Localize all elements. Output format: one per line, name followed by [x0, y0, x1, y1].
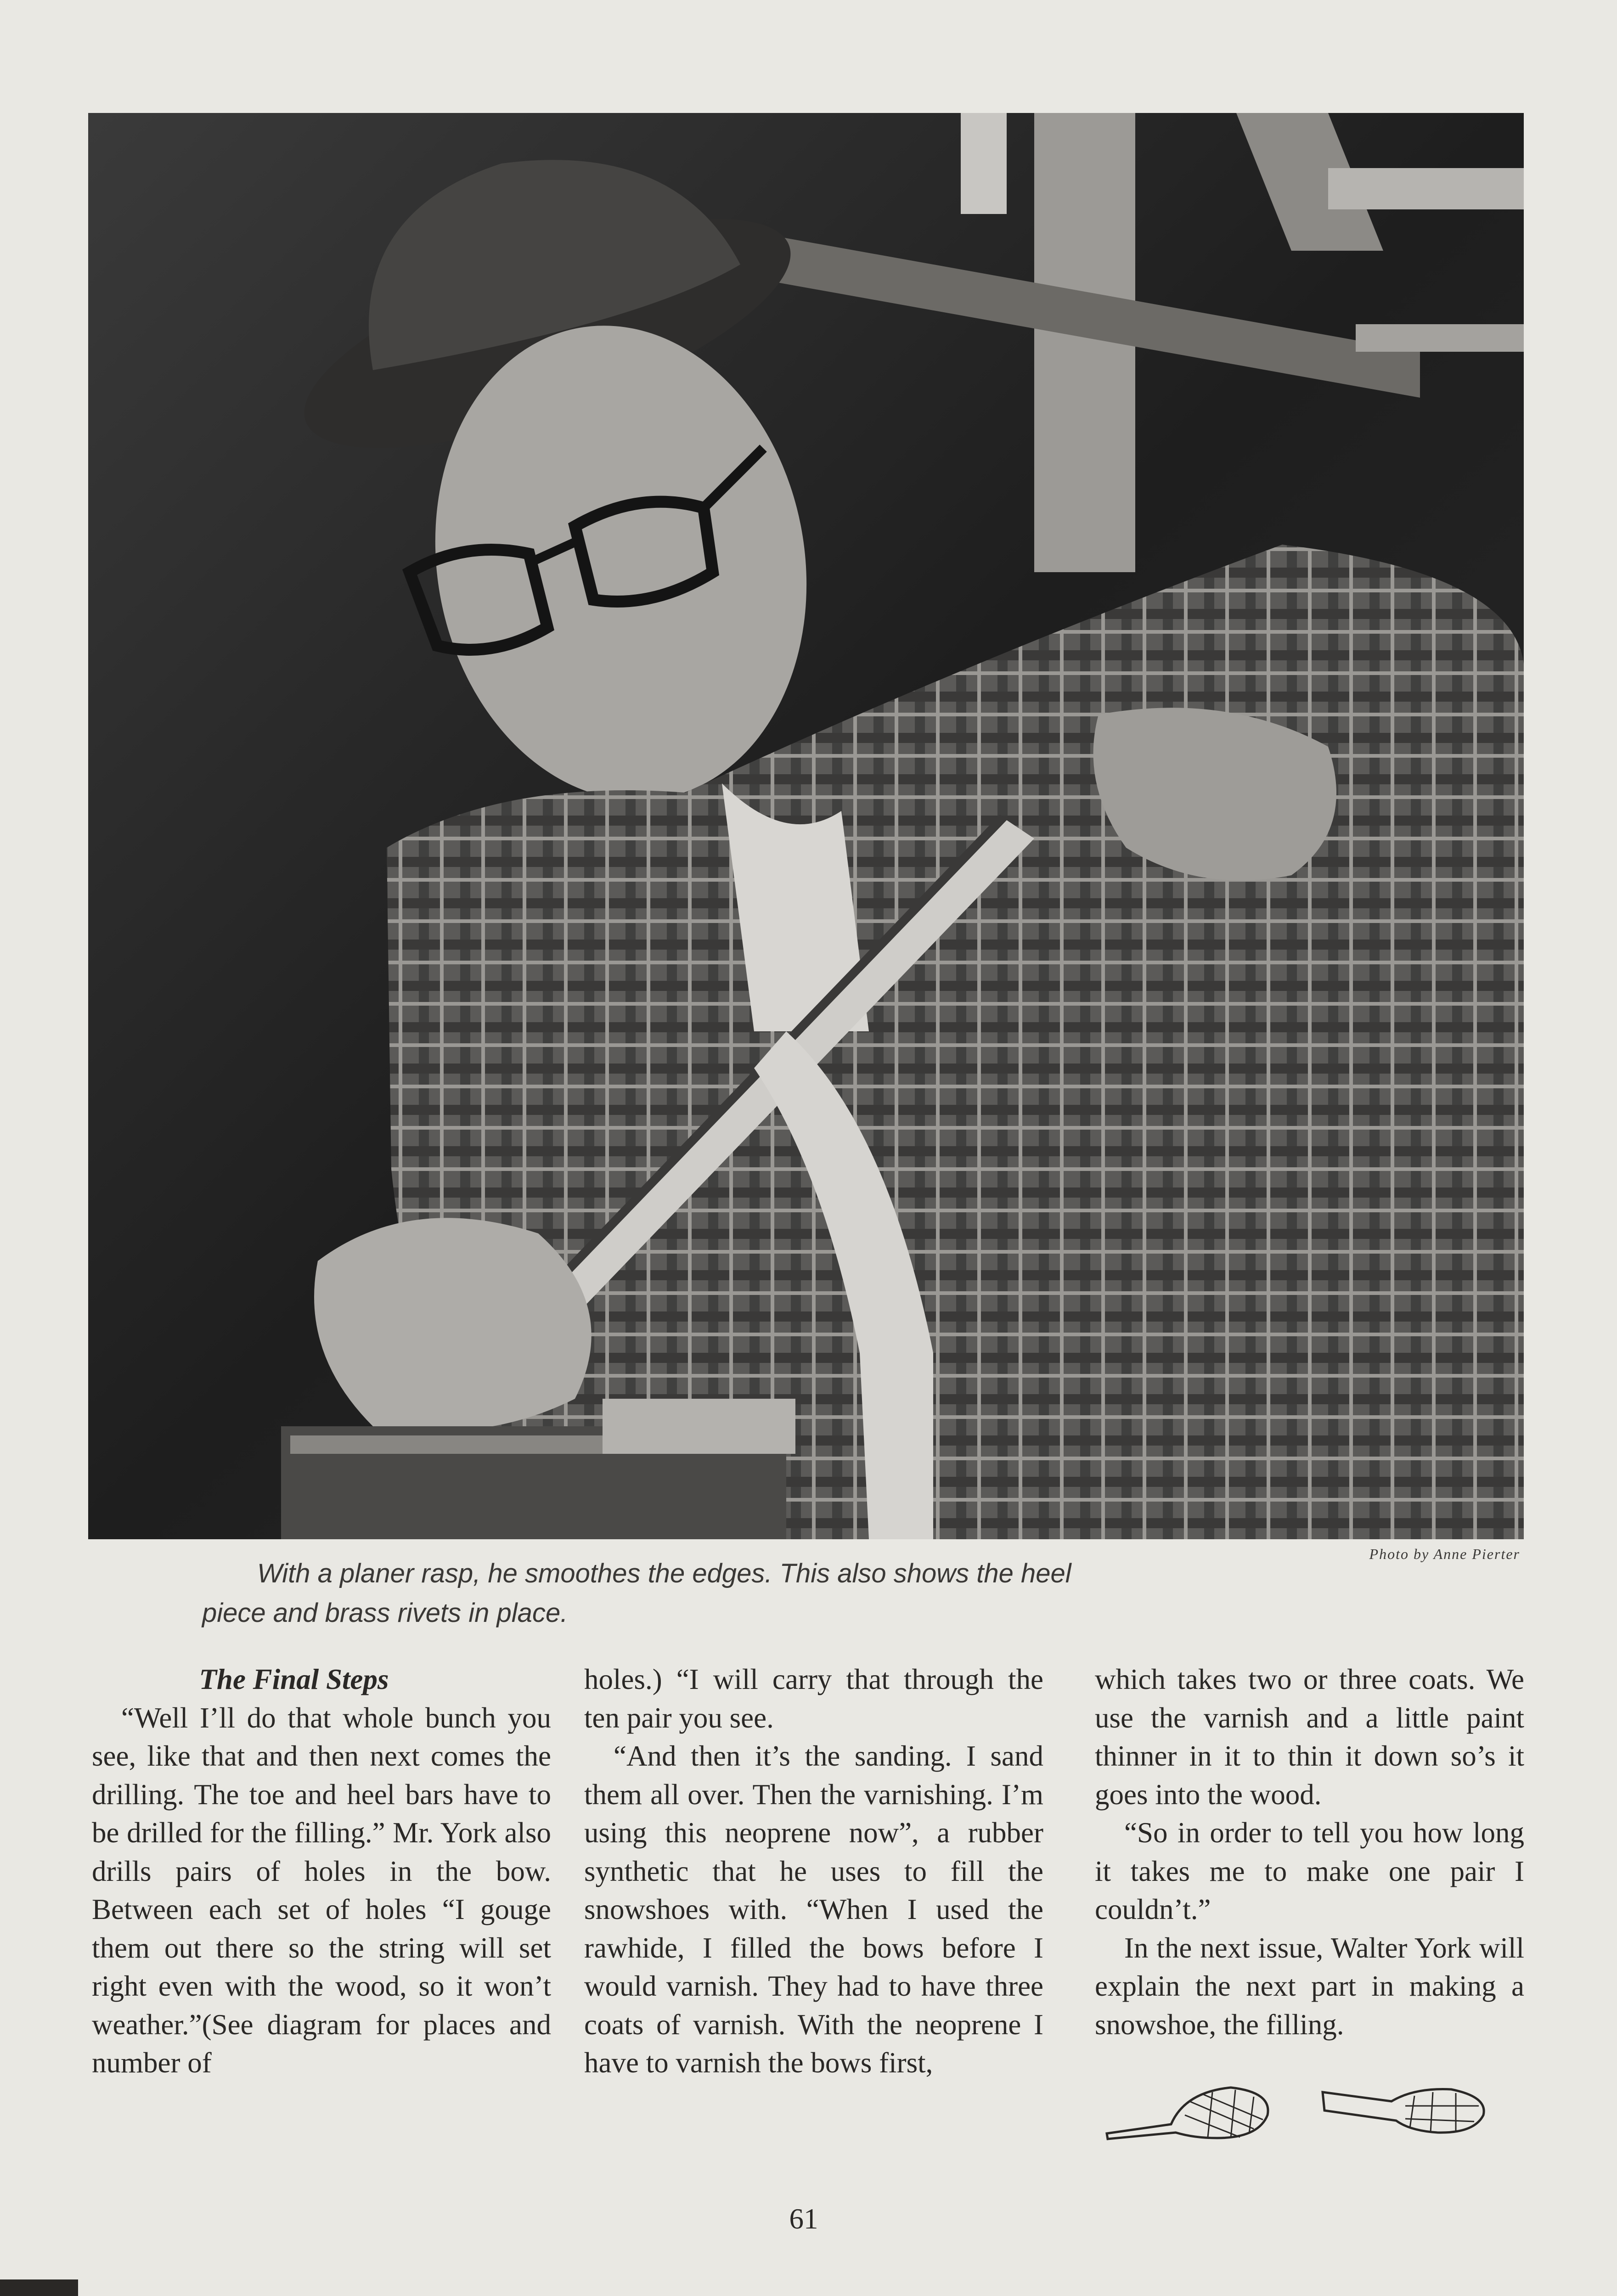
caption-line-2: piece and brass rivets in place. [202, 1598, 568, 1628]
column-3-paragraph-1: which takes two or three coats. We use the varnish and a little paint thinner in it to thin it down so’s it goes into the wood. [1095, 1663, 1524, 1811]
snowshoe-sketch-icon [1102, 2083, 1277, 2147]
article-column-2 [584, 1660, 1043, 2082]
photograph-man-rasping-snowshoe [88, 113, 1524, 1539]
column-3-paragraph-3: In the next issue, Walter York will explain the next part in making a snowshoe, the filling. [1095, 1931, 1524, 2041]
column-2-paragraph-2: “And then it’s the sanding. I sand them all over. Then the varnishing. I’m using this neoprene now”, a rubber synthetic that he uses to fill the snowshoes with. “When I used the rawhide, I filled the bows before I would varnish. They had to have three coats of varnish. With the neoprene I have to varnish the bows first, [584, 1740, 1043, 2079]
article-column-3 [1095, 1660, 1524, 2044]
photo-caption [202, 1554, 1295, 1633]
section-heading: The Final Steps [199, 1663, 389, 1695]
page-number: 61 [789, 2203, 818, 2235]
photo-credit: Photo by Anne Pierter [1369, 1546, 1520, 1562]
snowshoe-sketch-icon [1318, 2083, 1493, 2138]
column-3-paragraph-2: “So in order to tell you how long it takes me to make one pair I couldn’t.” [1095, 1817, 1524, 1925]
page-edge-bar [0, 2279, 78, 2296]
article-column-1 [92, 1660, 551, 2082]
column-2-paragraph-1: holes.) “I will carry that through the ten pair you see. [584, 1663, 1043, 1734]
photo-illustration [88, 113, 1524, 1539]
caption-line-1: With a planer rasp, he smoothes the edges. This also shows the heel [257, 1559, 1071, 1588]
column-1-text: “Well I’ll do that whole bunch you see, like that and then next comes the drilling. The toe and heel bars have to be drilled for the filling.” Mr. York also drills pairs of holes in the bow. Between each set of holes “I gouge them out there so the string will set right even with the wood, so it won’t weather.”(See diagram for places and number of [92, 1701, 551, 2079]
